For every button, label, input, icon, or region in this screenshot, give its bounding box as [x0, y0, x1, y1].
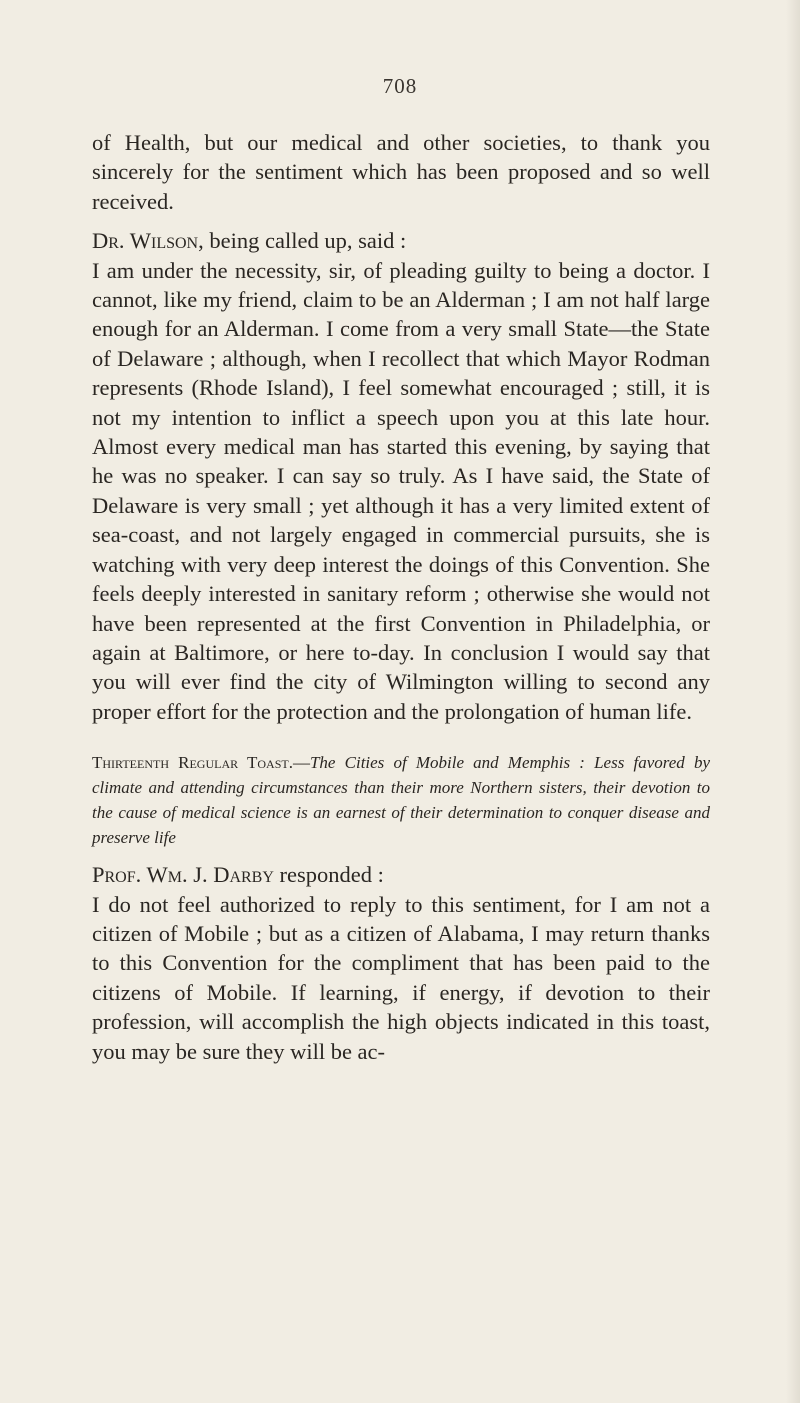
speaker-line-rest: responded : — [273, 862, 384, 888]
toast-heading: Thirteenth Regular Toast. — [92, 753, 293, 773]
speaker-name: Prof. Wm. J. Darby — [92, 862, 274, 888]
speaker-line-darby — [92, 860, 710, 889]
page-edge-shadow — [786, 0, 800, 1403]
speaker-line-wilson — [92, 226, 710, 255]
speech-wilson: I am under the necessity, sir, of pleading guilty to being a doctor. I cannot, like my friend, claim to be an Alderman ; I am not half large enough for an Alderman. I come from a very small State—the State of Delaware ; although, when I recollect that which Mayor Rodman represents (Rhode Island), I feel somewhat encouraged ; still, it is not my intention to inflict a speech upon you at this late hour. Almost every medical man has started this evening, by saying that he was no speaker. I can say so truly. As I have said, the State of Delaware is very small ; yet although it has a very limited extent of sea-coast, and not largely engaged in commercial pursuits, she is watching with very deep interest the doings of this Convention. She feels deeply interested in sanitary reform ; otherwise she would not have been represented at the first Convention in Philadelphia, or again at Baltimore, or here to-day. In conclusion I would say that you will ever find the city of Wilmington willing to second any proper effort for the protection and the prolongation of human life. — [92, 257, 710, 724]
paragraph-continuation: of Health, but our medical and other societies, to thank you sincerely for the sentiment which has been proposed and so well received. — [92, 130, 710, 214]
toast-dash: — — [292, 753, 310, 773]
page-number: 708 — [382, 74, 418, 98]
toast-text: The Cities of Mobile and Memphis : Less favored by climate and attending circumstances than their more Northern sisters, their devotion to the cause of medical science is an earnest of their determination to conquer disease and preserve life — [92, 753, 710, 848]
speaker-line-rest: , being called up, said : — [198, 228, 407, 254]
page-body — [92, 128, 710, 1066]
speaker-name: Dr. Wilson — [92, 228, 199, 254]
toast-paragraph — [92, 750, 710, 850]
speech-darby: I do not feel authorized to reply to this sentiment, for I am not a citizen of Mobile ; but as a citizen of Alabama, I may return thanks to this Convention for the compliment that has been paid to the citizens of Mobile. If learning, if energy, if devotion to their profession, will accomplish the high objects indicated in this toast, you may be sure they will be ac- — [92, 891, 710, 1064]
